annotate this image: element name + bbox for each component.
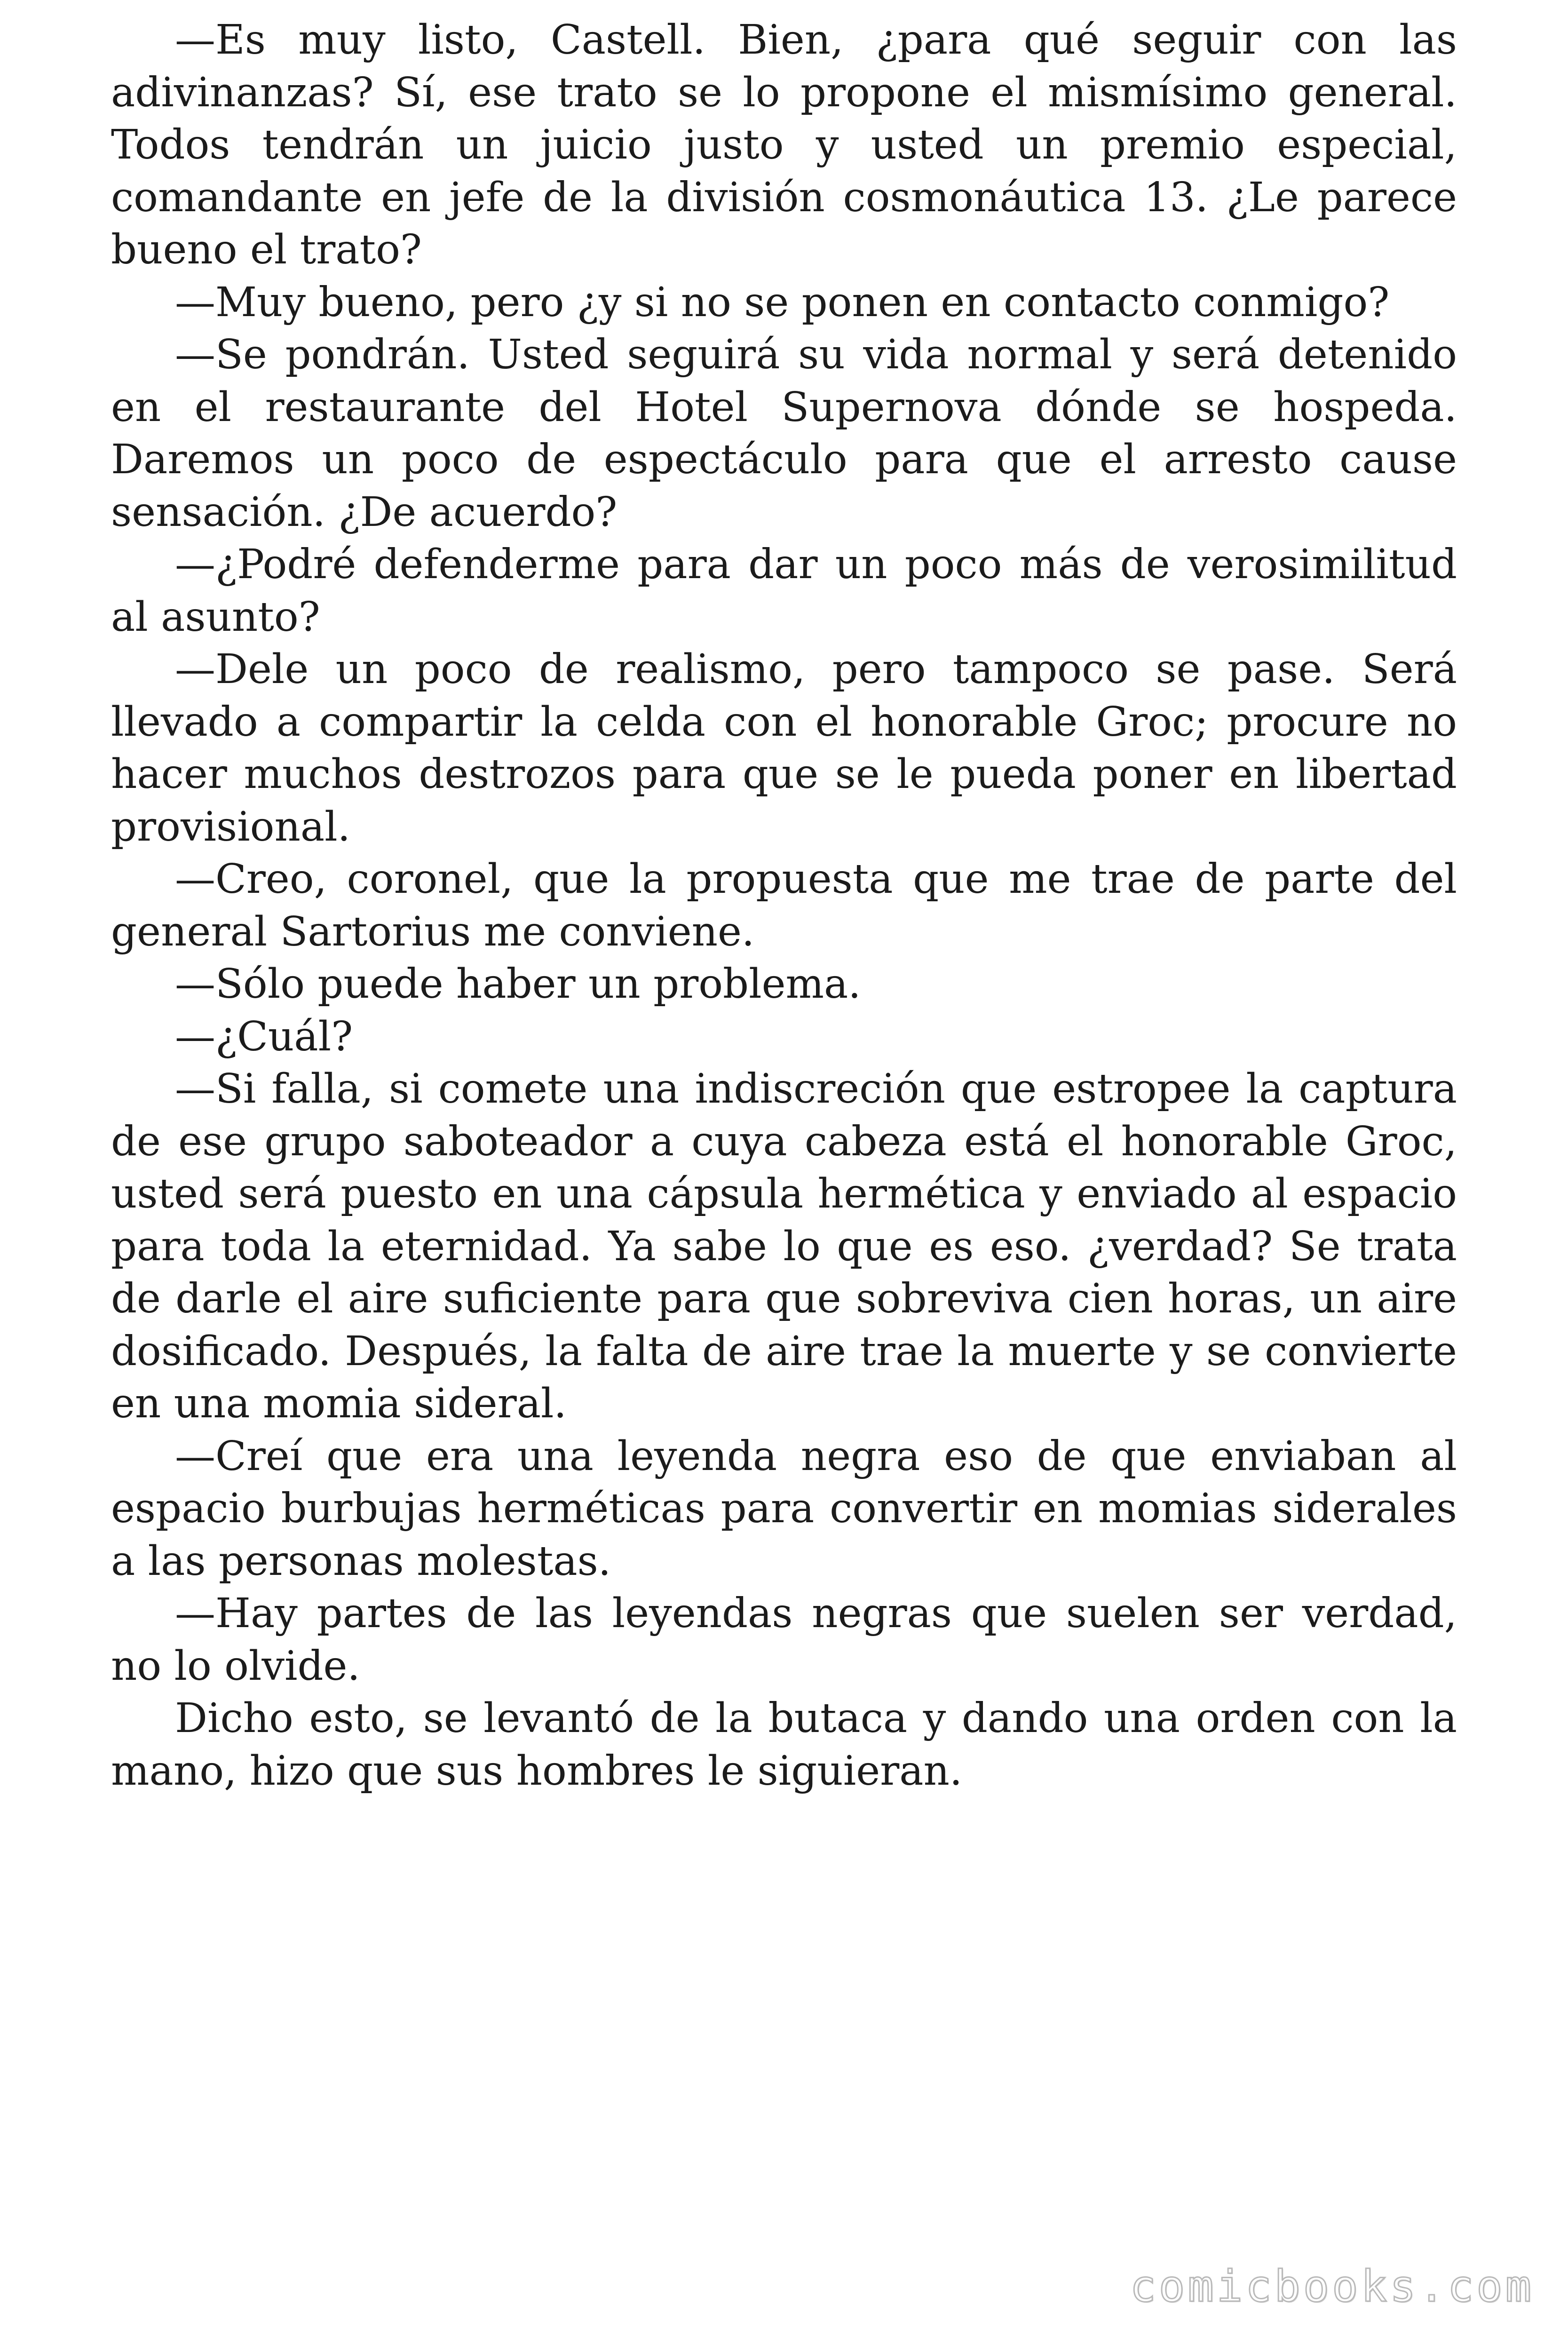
paragraph: —Se pondrán. Usted seguirá su vida normal y será detenido en el restaurante del Hotel Supernova dónde se hospeda. Daremos un poco de espectáculo para que el arresto cause sensación. ¿De acuerdo? — [111, 331, 1457, 536]
paragraph: —Dele un poco de realismo, pero tampoco se pase. Será llevado a compartir la celda con el honorable Groc; procure no hacer muchos destrozos para que se le pueda poner en libertad provisional. — [111, 646, 1457, 850]
paragraph: —Sólo puede haber un problema. — [175, 961, 861, 1008]
paragraph: —Creí que era una leyenda negra eso de que enviaban al espacio burbujas herméticas para convertir en momias siderales a las personas molestas. — [111, 1432, 1457, 1585]
paragraph: —¿Cuál? — [175, 1013, 353, 1060]
paragraph: —Es muy listo, Castell. Bien, ¿para qué seguir con las adivinanzas? Sí, ese trato se lo propone el mismísimo general. Todos tendrán un juicio justo y usted un premio especial, comandante en jefe de la división cosmonáutica 13. ¿Le parece bueno el trato? — [111, 16, 1457, 273]
paragraph: —Muy bueno, pero ¿y si no se ponen en contacto conmigo? — [175, 278, 1390, 326]
paragraph: Dicho esto, se levantó de la butaca y dando una orden con la mano, hizo que sus hombres le siguieran. — [111, 1695, 1457, 1795]
paragraph: —¿Podré defenderme para dar un poco más de verosimilitud al asunto? — [111, 541, 1457, 641]
paragraph: —Si falla, si comete una indiscreción que estropee la captura de ese grupo saboteador a cuya cabeza está el honorable Groc, usted será puesto en una cápsula hermética y enviado al espacio para toda la eternidad. Ya sabe lo que es eso. ¿verdad? Se trata de darle el aire suficiente para que sobreviva cien horas, un aire dosificado. Después, la falta de aire trae la muerte y se convierte en una momia sideral. — [111, 1065, 1457, 1427]
paragraph: —Creo, coronel, que la propuesta que me trae de parte del general Sartorius me conviene. — [111, 856, 1457, 955]
watermark: comicbooks.com — [1130, 2261, 1534, 2312]
paragraph: —Hay partes de las leyendas negras que suelen ser verdad, no lo olvide. — [111, 1590, 1457, 1690]
body-text — [111, 14, 1457, 1797]
